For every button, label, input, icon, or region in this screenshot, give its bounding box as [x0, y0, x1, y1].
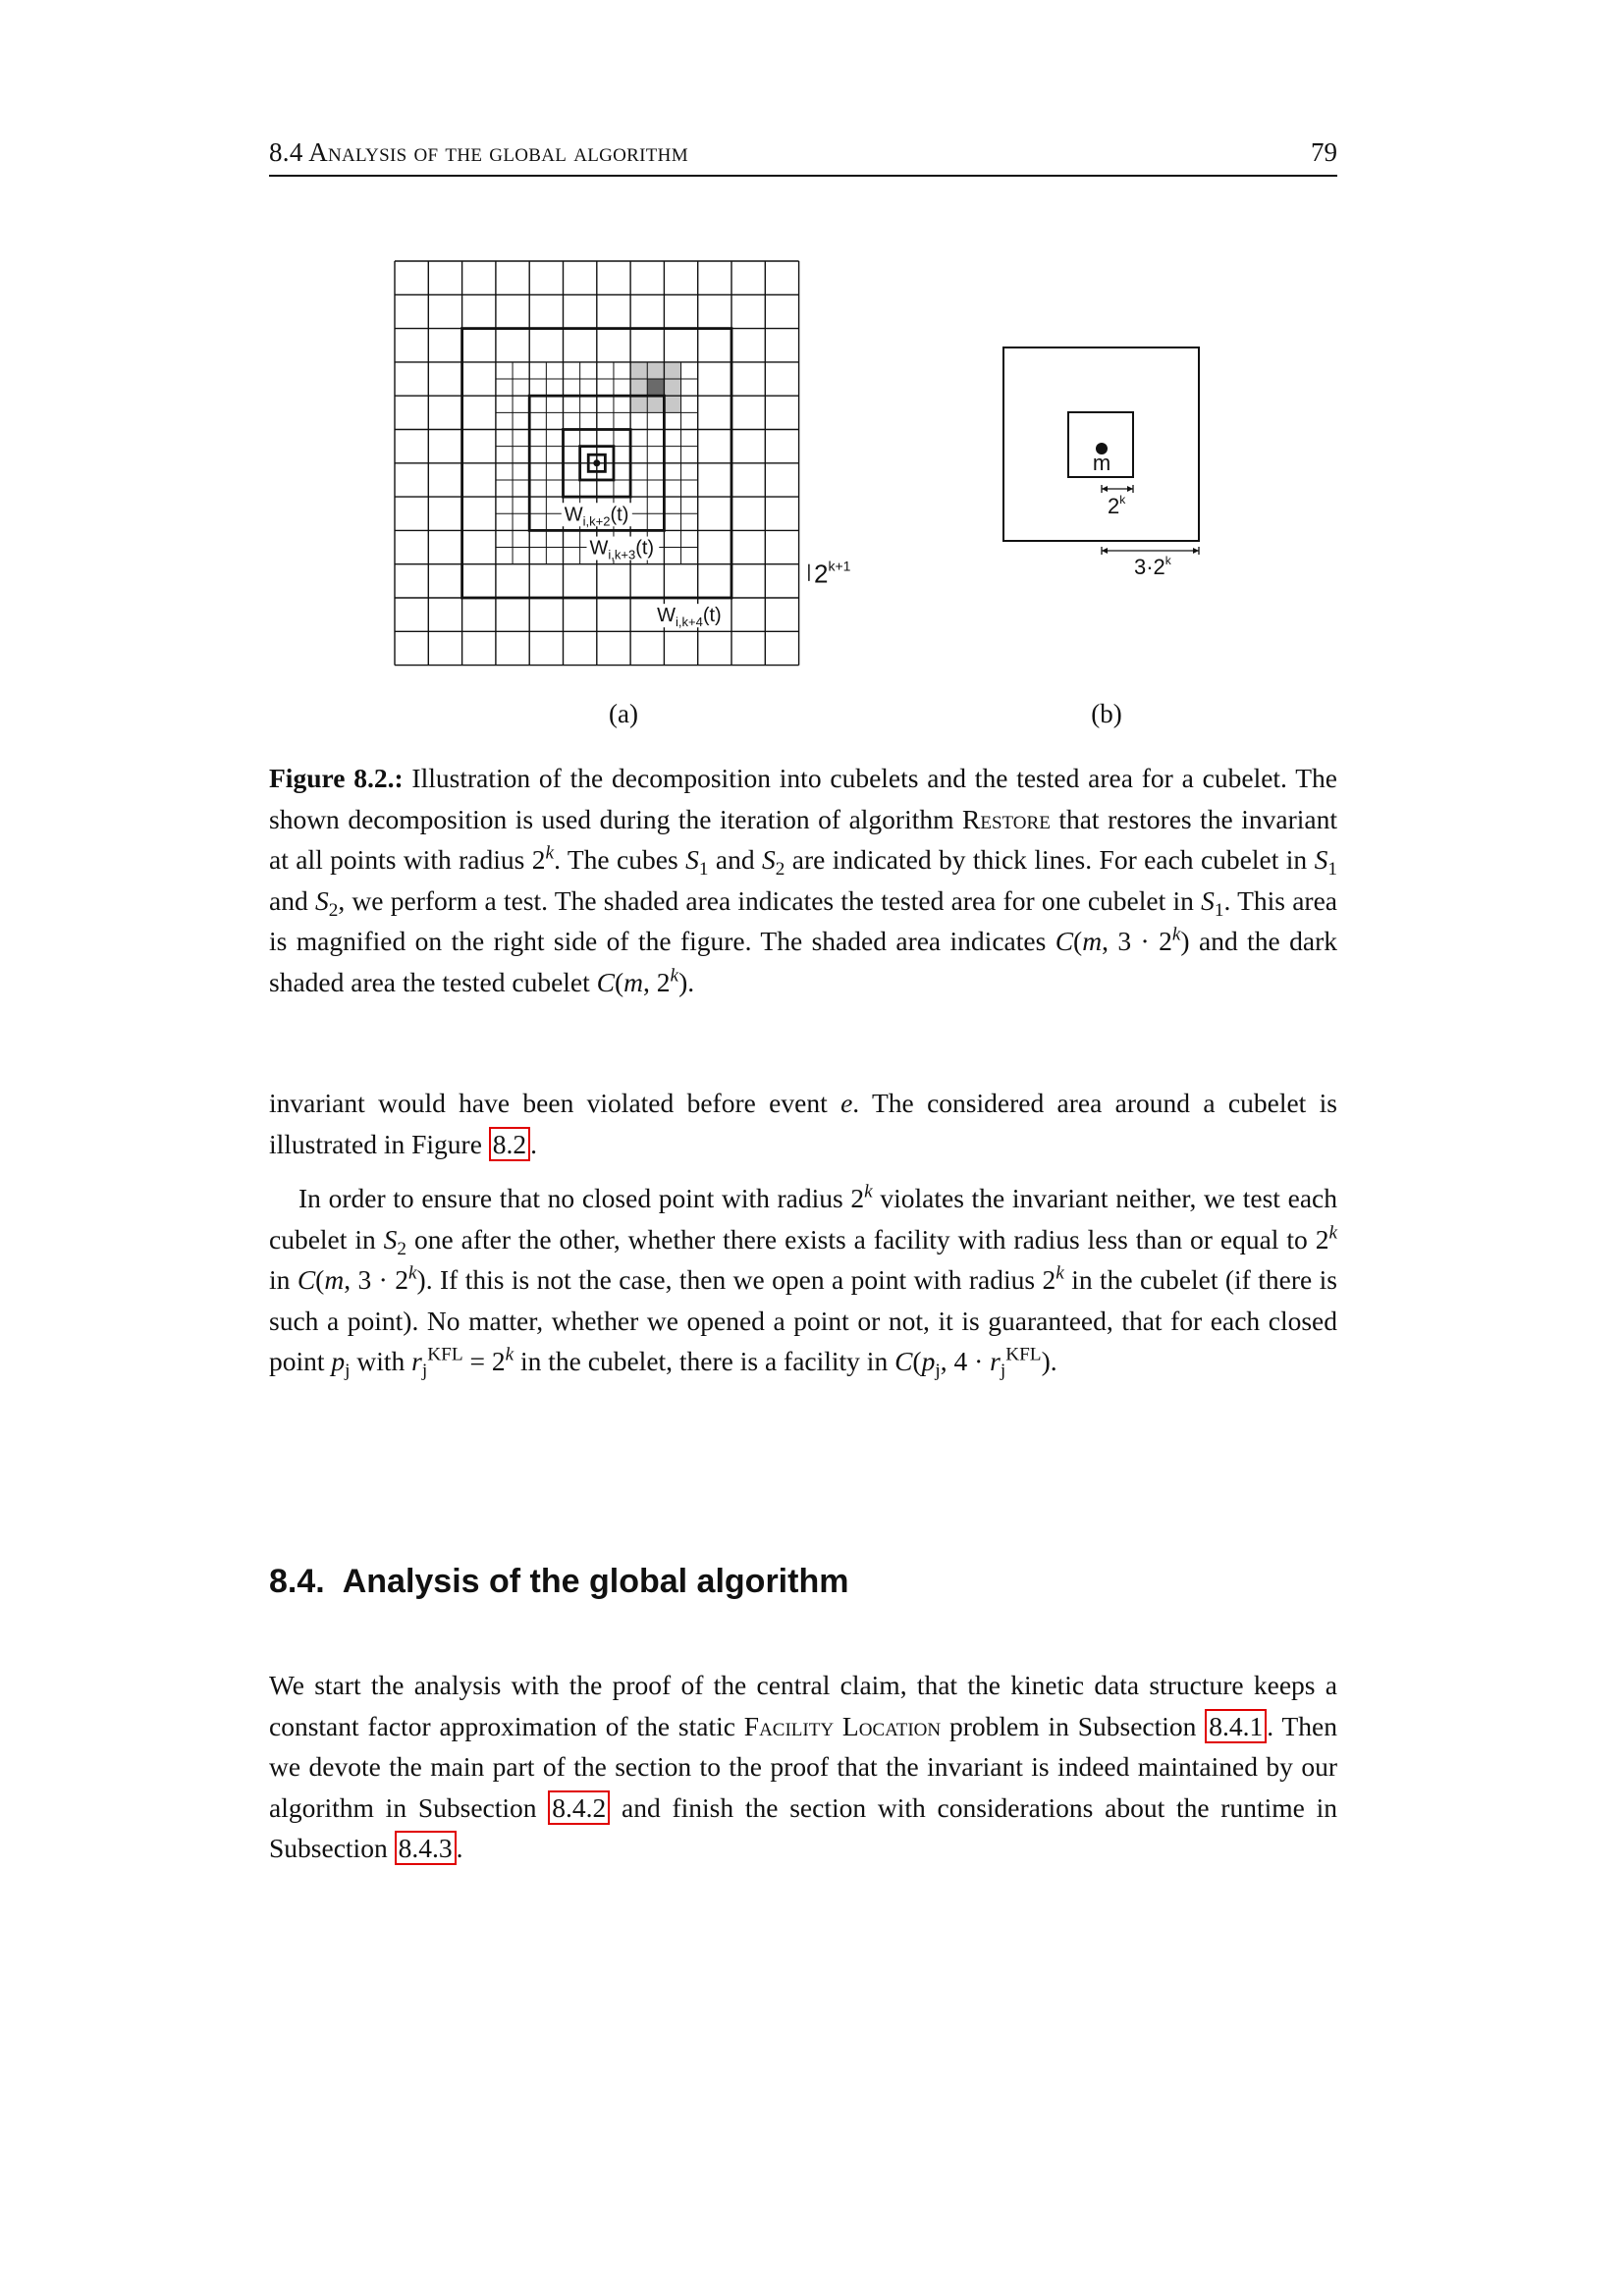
running-header — [269, 133, 1337, 177]
figure-caption — [269, 758, 1337, 1003]
text-run: . If this is not the case, then we open a point with radius 2 — [425, 1264, 1056, 1296]
grid-lines — [395, 261, 799, 666]
text-run: In order to ensure that no closed point with radius 2 — [298, 1183, 865, 1213]
label-w-k2 — [562, 503, 632, 528]
text-run: problem in Subsection — [941, 1710, 1206, 1741]
label-w-k4 — [654, 604, 727, 629]
text-run: ( — [315, 1264, 325, 1296]
text-run: in the cubelet, there is a facility in — [514, 1346, 895, 1377]
math-italic: C — [297, 1264, 316, 1296]
math-italic: S — [314, 884, 329, 916]
subscript: j — [421, 1361, 428, 1382]
text-run: . Then we devote the main part of the section to the proof that the invariant is indeed maintained by our algorithm in Subsection — [269, 1710, 1337, 1823]
subscript: j — [935, 1361, 941, 1382]
text-run: ). — [678, 966, 695, 997]
subscript: 1 — [698, 858, 709, 880]
text-run: invariant would have been violated before event — [269, 1088, 841, 1118]
figure-b-magnified-area — [992, 339, 1247, 594]
center-point-dot — [593, 459, 600, 466]
svg-text:Wi,k+3(t): $W_{i,k+3}(t)$ — [589, 537, 655, 562]
subscript: 2 — [775, 858, 785, 880]
math-italic: m — [623, 966, 644, 997]
text-run: ). — [1041, 1346, 1057, 1377]
text-run: that restores the invariant at all points with radius 2 — [269, 803, 1337, 876]
text-run: ( — [615, 966, 624, 997]
panel-a-label: (a) — [609, 699, 638, 728]
text-run: Illustration of the decomposition into cubelets and the tested area for a cubelet. The shown decomposition is used during the iteration of algorithm — [269, 763, 1337, 834]
superscript: k — [545, 842, 555, 864]
subscript: 1 — [1327, 858, 1337, 880]
text-run: , 3 · 2 — [1102, 926, 1172, 957]
text-run: in the cubelet (if there is such a point). No matter, whether we opened a point or not, it is guaranteed, that for each closed point — [269, 1264, 1337, 1377]
outer-size-label: $3\cdot 2^k$ — [1134, 554, 1171, 579]
subscript: 1 — [1214, 899, 1224, 921]
text-run: ( — [912, 1346, 922, 1377]
math-italic: C — [894, 1346, 913, 1377]
small-caps-text: Facility Location — [743, 1710, 942, 1741]
paragraph — [269, 1665, 1337, 1869]
svg-text:2k+1: $2^{k+1}$ — [814, 558, 851, 589]
math-italic: C — [596, 966, 615, 997]
math-italic: p — [331, 1346, 346, 1377]
inner-size-arrow — [1102, 485, 1133, 493]
math-italic: r — [990, 1346, 1001, 1377]
subscript: 2 — [397, 1238, 407, 1259]
text-run: ( — [1073, 926, 1083, 957]
text-run: and finish the section with considerations about the runtime in Subsection — [269, 1791, 1337, 1864]
text-run: and — [269, 884, 315, 916]
math-italic: p — [921, 1346, 936, 1377]
text-run: ) — [416, 1264, 426, 1296]
text-run: . The considered area around a cubelet is illustrated in Figure — [269, 1088, 1337, 1159]
point-m-label: m — [1092, 451, 1111, 475]
text-run: violates the invariant neither, we test each cubelet in — [269, 1183, 1337, 1255]
section-heading — [269, 1563, 848, 1601]
tested-cubelet-shade — [647, 379, 664, 396]
text-run: . The cubes — [554, 844, 686, 876]
superscript: k — [1328, 1222, 1337, 1244]
scale-indicator — [809, 559, 851, 589]
superscript: k — [408, 1262, 417, 1284]
text-run: and — [708, 844, 762, 876]
math-italic: S — [1201, 884, 1215, 916]
svg-text:Wi,k+2(t): $W_{i,k+2}(t)$ — [564, 504, 629, 529]
paragraph — [269, 1083, 1337, 1164]
text-run: We start the analysis with the proof of the central claim, that the kinetic data structure keeps a constant factor approximation of the static — [269, 1670, 1337, 1741]
superscript: KFL — [1005, 1344, 1042, 1365]
subscript: j — [345, 1361, 351, 1382]
text-run: , we perform a test. The shaded area indicates the tested area for one cubelet in — [338, 884, 1202, 916]
text-run: are indicated by thick lines. For each cubelet in — [785, 844, 1315, 876]
svg-text:Wi,k+4(t): $W_{i,k+4}(t)$ — [657, 605, 722, 630]
bold-text: Figure 8.2.: — [269, 763, 404, 793]
small-caps-text: Restore — [962, 803, 1051, 834]
text-run: . — [530, 1128, 538, 1159]
math-italic: C — [1055, 926, 1074, 957]
superscript: k — [670, 965, 679, 987]
text-run: one after the other, whether there exists a facility with radius less than or equal to 2 — [406, 1223, 1329, 1255]
inner-size-label: 2$^k$ — [1108, 493, 1126, 518]
math-italic: r — [411, 1346, 422, 1377]
math-italic: S — [383, 1223, 398, 1255]
outer-size-arrow — [1102, 547, 1199, 555]
section-number: 8.4. — [269, 1563, 325, 1600]
superscript: k — [1171, 924, 1181, 945]
cross-reference-link[interactable]: 8.4.3 — [395, 1831, 457, 1865]
math-italic: e — [840, 1088, 853, 1118]
text-run: ) — [1180, 926, 1190, 957]
superscript: k — [864, 1181, 873, 1202]
math-italic: S — [685, 844, 699, 876]
text-run: , 4 · — [940, 1346, 991, 1377]
math-italic: m — [1082, 926, 1103, 957]
text-run: = 2 — [462, 1346, 506, 1377]
label-w-k3 — [587, 537, 660, 562]
text-run: , 2 — [643, 966, 671, 997]
subscript: j — [1000, 1361, 1006, 1382]
text-run: . This area is magnified on the right side of the figure. The shaded area indicates — [269, 884, 1338, 957]
section-title: Analysis of the global algorithm — [342, 1563, 849, 1600]
cross-reference-link[interactable]: 8.4.2 — [548, 1790, 610, 1825]
math-italic: S — [1314, 844, 1328, 876]
math-italic: S — [762, 844, 776, 876]
panel-b-label: (b) — [1091, 699, 1122, 728]
paragraph — [269, 1178, 1337, 1382]
superscript: KFL — [427, 1344, 463, 1365]
running-header-title: 8.4 Analysis of the global algorithm — [269, 137, 688, 167]
page-number: 79 — [1311, 137, 1337, 167]
cross-reference-link[interactable]: 8.2 — [489, 1127, 530, 1161]
text-run: with — [350, 1346, 412, 1377]
text-run: and the dark shaded area the tested cubelet — [269, 926, 1337, 997]
cross-reference-link[interactable]: 8.4.1 — [1205, 1709, 1267, 1743]
math-italic: m — [324, 1264, 345, 1296]
subscript: 2 — [328, 899, 339, 921]
superscript: k — [505, 1344, 514, 1365]
text-run: in — [269, 1264, 298, 1296]
superscript: k — [1056, 1262, 1064, 1284]
text-run: . — [456, 1833, 463, 1864]
figure-a-cubelet-grid — [388, 253, 938, 675]
text-run: , 3 · 2 — [344, 1264, 408, 1296]
